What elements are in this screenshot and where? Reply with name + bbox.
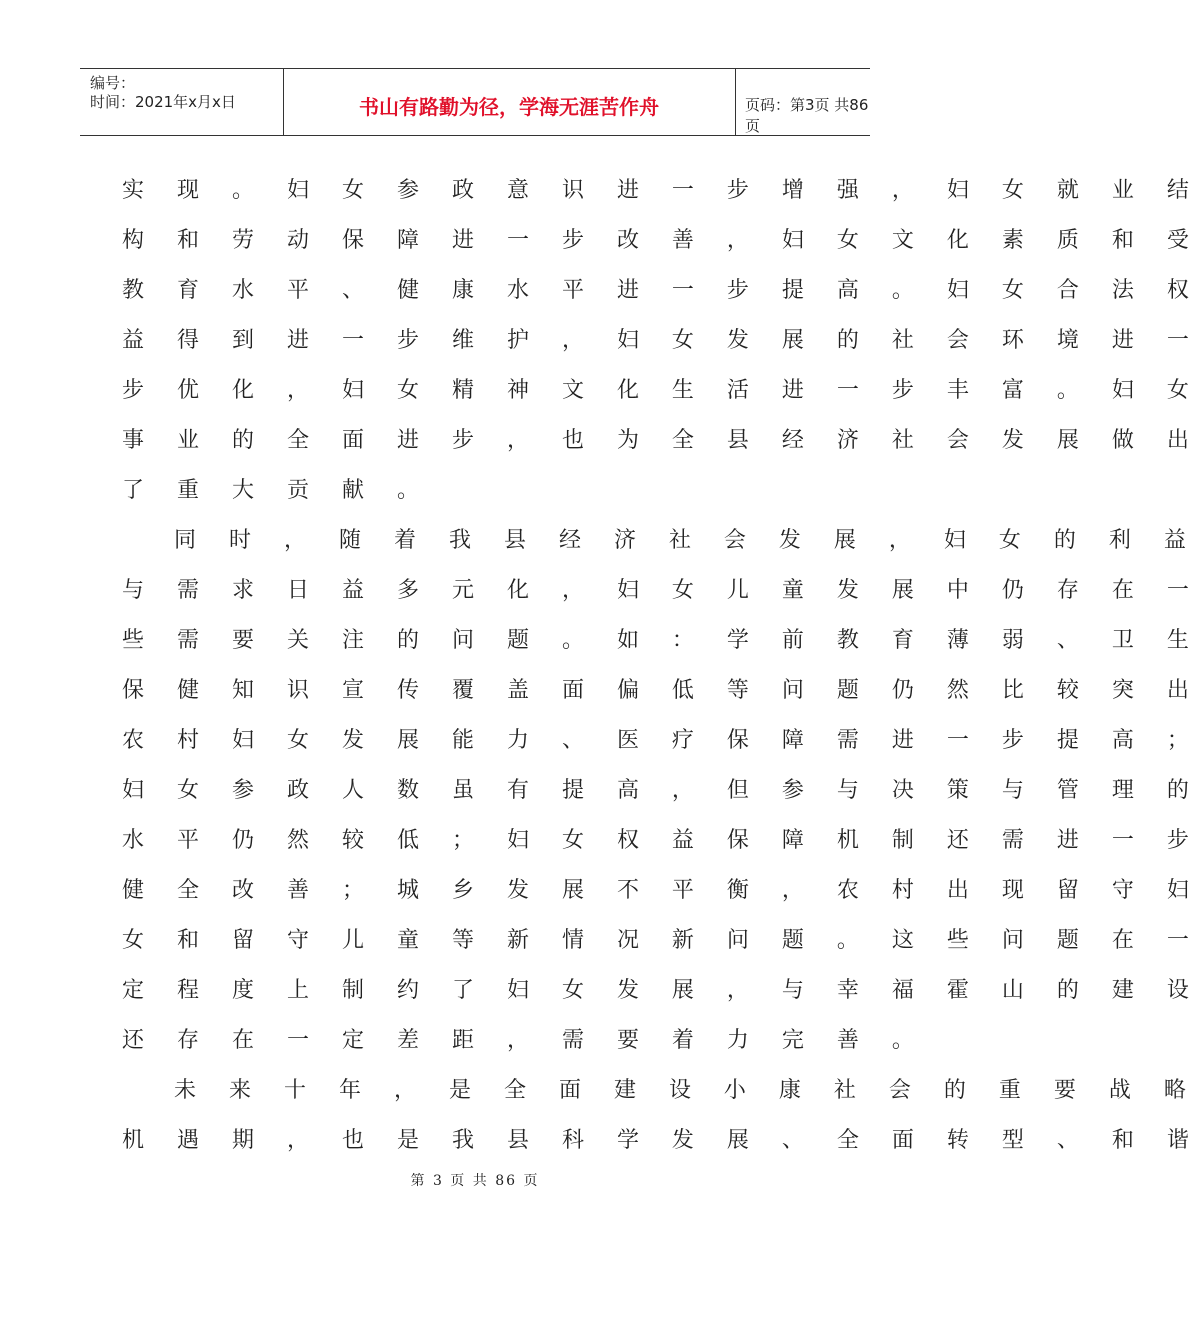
text-line: 水 平 仍 然 较 低 ； 妇 女 权 益 保 障 机 制 还 需 进 一 步	[122, 828, 1202, 853]
text-line: 还 存 在 一 定 差 距 ， 需 要 着 力 完 善 。	[122, 1028, 927, 1053]
motto: 书山有路勤为径，学海无涯苦作舟	[359, 95, 659, 119]
text-line: 与 需 求 日 益 多 元 化 ， 妇 女 儿 童 发 展 中 仍 存 在 一	[122, 578, 1202, 603]
header-meta-cell	[80, 69, 284, 135]
document-body	[122, 166, 1202, 1166]
text-line: 定 程 度 上 制 约 了 妇 女 发 展 ， 与 幸 福 霍 山 的 建 设	[122, 978, 1202, 1003]
text-line: 农 村 妇 女 发 展 能 力 、 医 疗 保 障 需 进 一 步 提 高 ；	[122, 728, 1202, 753]
text-line: 实 现 。 妇 女 参 政 意 识 进 一 步 增 强 ， 妇 女 就 业 结	[122, 178, 1202, 203]
text-line: 益 得 到 进 一 步 维 护 ， 妇 女 发 展 的 社 会 环 境 进 一	[122, 328, 1202, 353]
header-motto-cell	[283, 69, 736, 135]
text-line: 些 需 要 关 注 的 问 题 。 如 ： 学 前 教 育 薄 弱 、 卫 生	[122, 628, 1202, 653]
page-footer: 第 3 页 共 86 页	[410, 1173, 540, 1189]
header-page-cell	[735, 69, 870, 135]
text-line: 事 业 的 全 面 进 步 ， 也 为 全 县 经 济 社 会 发 展 做 出	[122, 428, 1202, 453]
text-line: 了 重 大 贡 献 。	[122, 478, 432, 503]
text-line: 机 遇 期 ， 也 是 我 县 科 学 发 展 、 全 面 转 型 、 和 谐	[122, 1128, 1202, 1153]
text-line: 妇 女 参 政 人 数 虽 有 提 高 ， 但 参 与 决 策 与 管 理 的	[122, 778, 1202, 803]
code-label: 编号：	[90, 74, 136, 92]
text-line: 步 优 化 ， 妇 女 精 神 文 化 生 活 进 一 步 丰 富 。 妇 女	[122, 378, 1202, 403]
text-line: 同 时 ， 随 着 我 县 经 济 社 会 发 展 ， 妇 女 的 利 益	[174, 528, 1199, 553]
text-line: 女 和 留 守 儿 童 等 新 情 况 新 问 题 。 这 些 问 题 在 一	[122, 928, 1202, 953]
text-line: 教 育 水 平 、 健 康 水 平 进 一 步 提 高 。 妇 女 合 法 权	[122, 278, 1202, 303]
time-label: 时间：2021年x月x日	[90, 93, 236, 111]
page-header	[80, 68, 870, 136]
text-line: 健 全 改 善 ； 城 乡 发 展 不 平 衡 ， 农 村 出 现 留 守 妇	[122, 878, 1202, 903]
text-line: 保 健 知 识 宣 传 覆 盖 面 偏 低 等 问 题 仍 然 比 较 突 出	[122, 678, 1202, 703]
text-line: 未 来 十 年 ， 是 全 面 建 设 小 康 社 会 的 重 要 战 略	[174, 1078, 1199, 1103]
page-info: 页码：第3页 共86页	[745, 96, 869, 135]
text-line: 构 和 劳 动 保 障 进 一 步 改 善 ， 妇 女 文 化 素 质 和 受	[122, 228, 1202, 253]
